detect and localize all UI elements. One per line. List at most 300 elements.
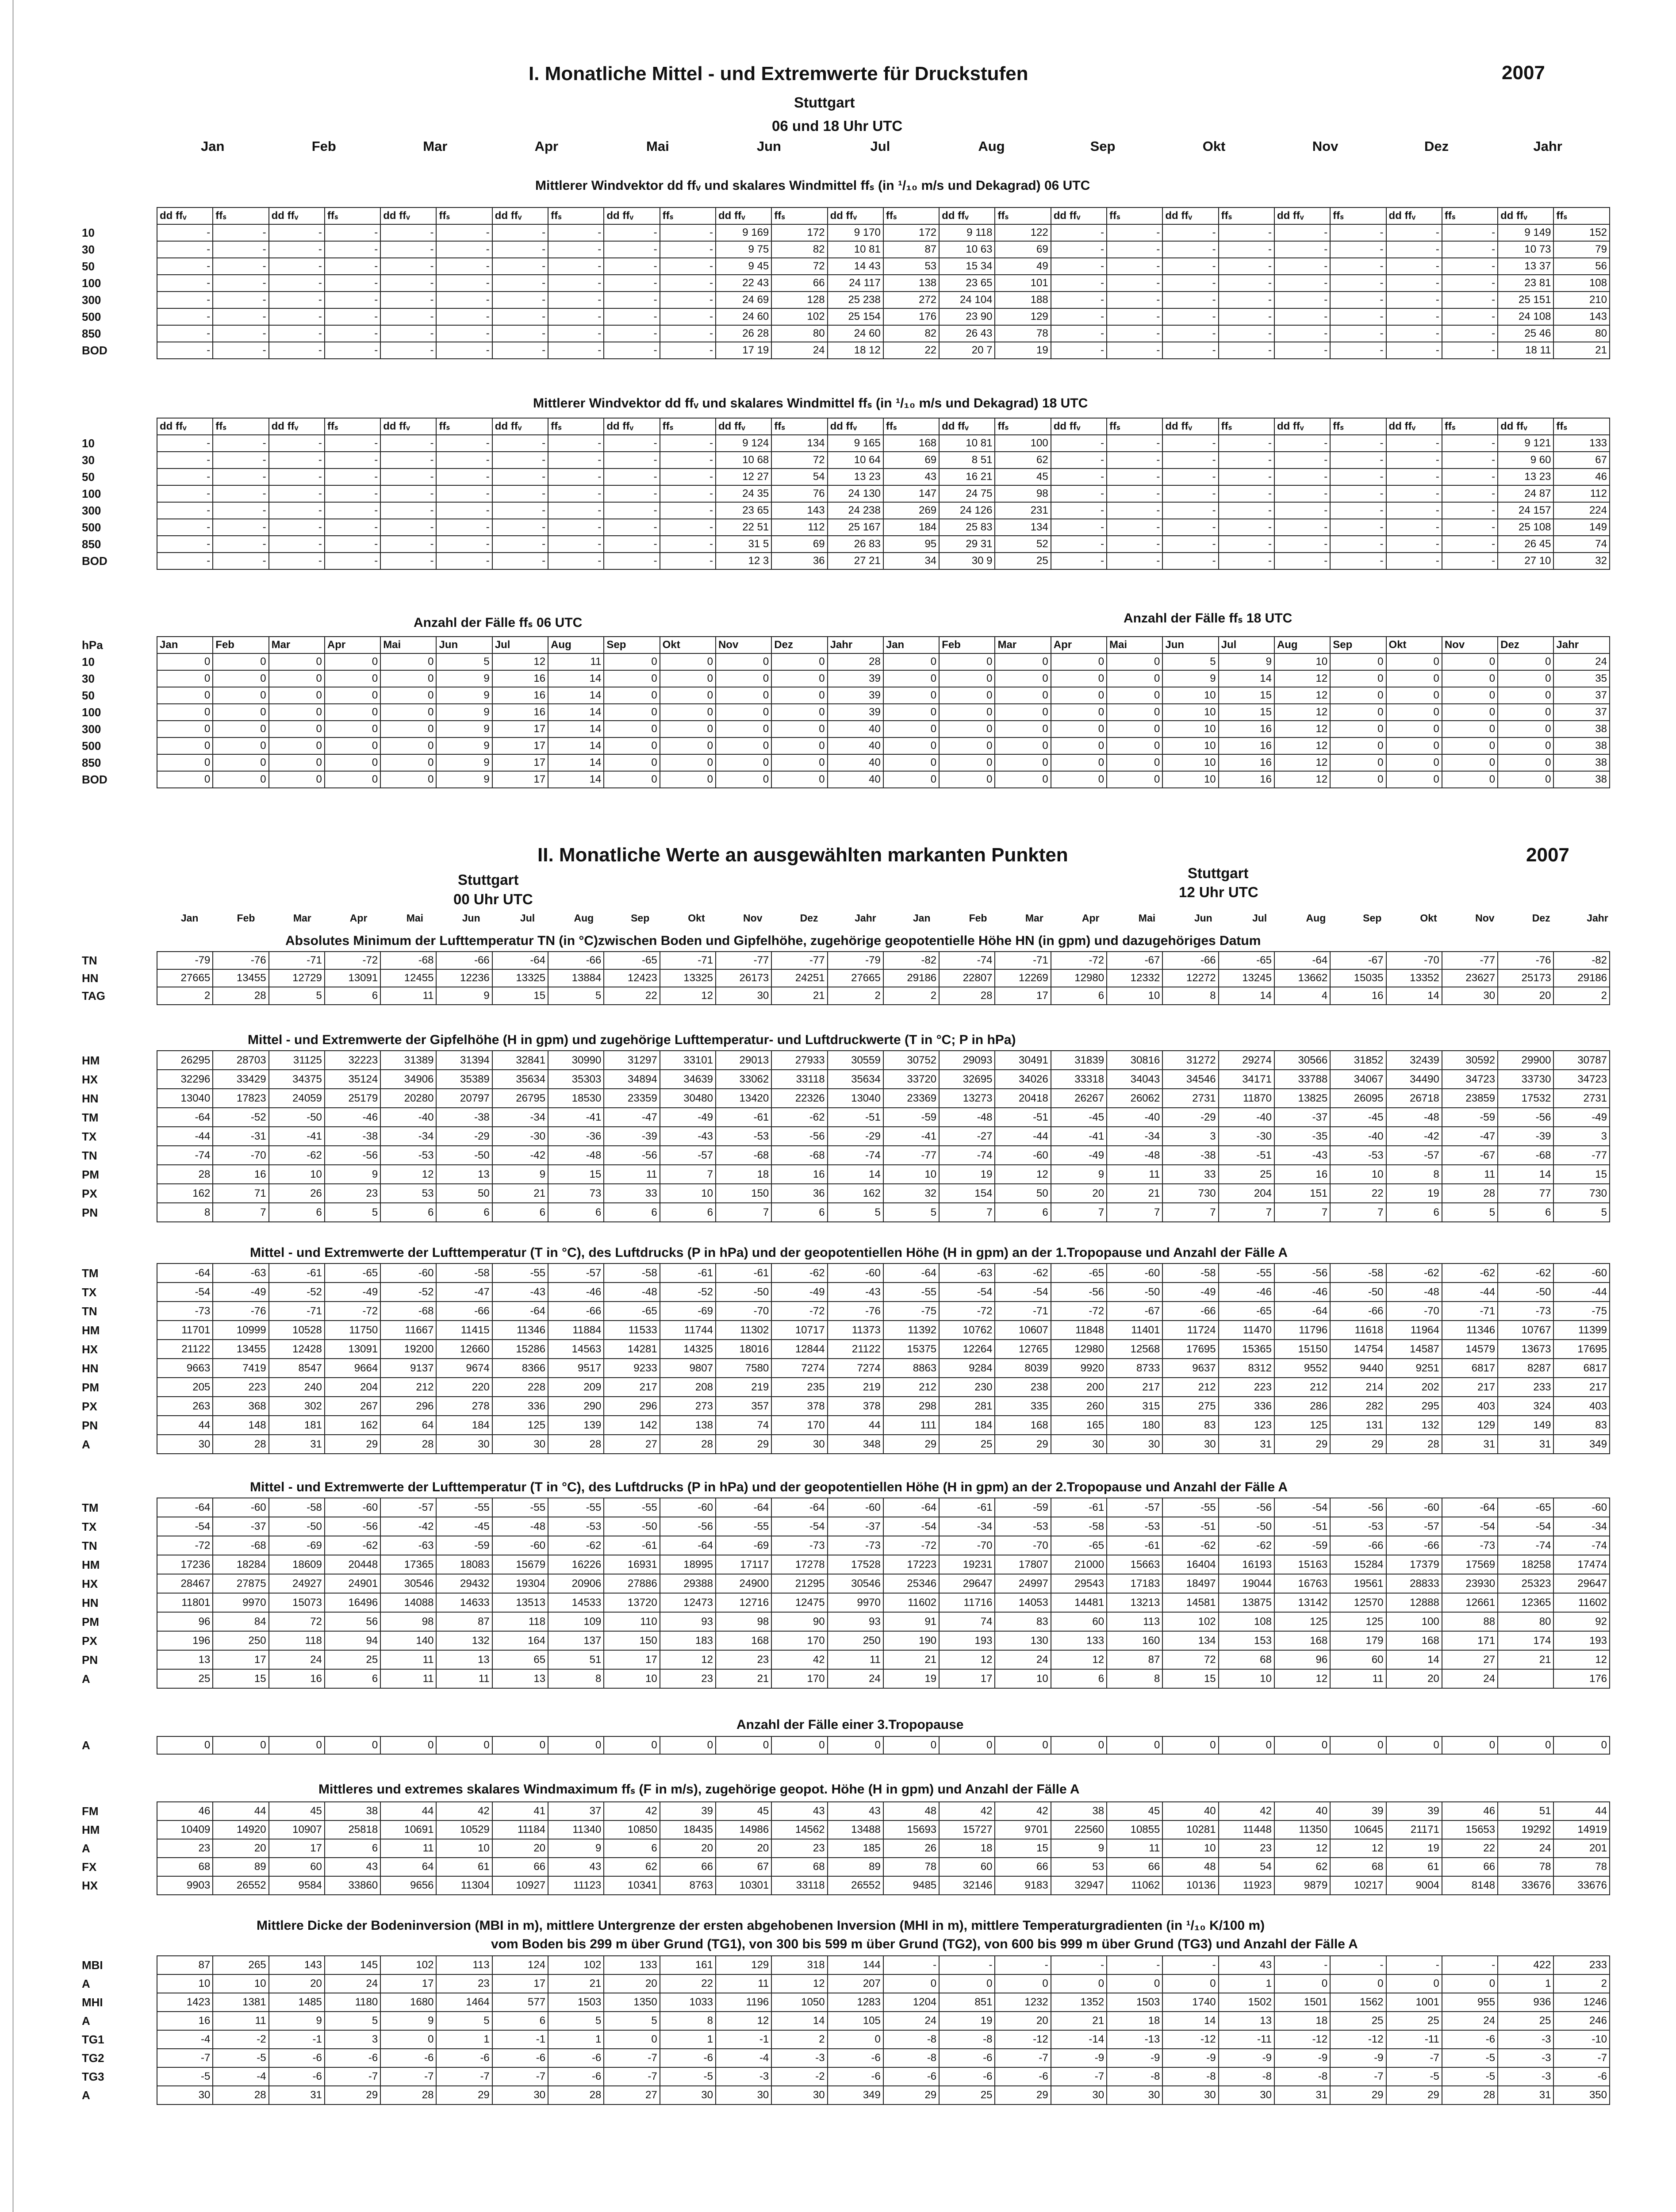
table-cell: - bbox=[492, 536, 548, 553]
table-cell: 0 bbox=[213, 721, 268, 737]
table-cell: 205 bbox=[157, 1378, 213, 1397]
table-cell: 131 bbox=[1330, 1416, 1386, 1435]
table-cell: -73 bbox=[771, 1536, 827, 1555]
row-label: 30 bbox=[82, 453, 95, 467]
table-cell: 9552 bbox=[1274, 1359, 1330, 1378]
row-label: HM bbox=[82, 1558, 100, 1571]
table-cell: 0 bbox=[1051, 1736, 1107, 1754]
table-cell: 24 bbox=[883, 2012, 939, 2030]
table-cell: 336 bbox=[492, 1397, 548, 1416]
table-cell: -10 bbox=[1553, 2030, 1610, 2049]
table-cell: 18 bbox=[1107, 2012, 1162, 2030]
table-cell: -7 bbox=[995, 2049, 1051, 2067]
table-cell: 30 bbox=[1162, 2086, 1218, 2104]
table-cell: 0 bbox=[1386, 653, 1442, 670]
table-cell: - bbox=[492, 292, 548, 308]
table-cell: 24997 bbox=[995, 1574, 1051, 1593]
table-row bbox=[82, 1802, 1610, 1820]
table-cell: 10 bbox=[1162, 721, 1218, 737]
table-cell: 0 bbox=[604, 721, 660, 737]
table-cell: - bbox=[157, 224, 213, 241]
month-label: Okt bbox=[1420, 912, 1437, 924]
month-label: Jan bbox=[201, 138, 225, 154]
table-cell: 14 bbox=[548, 704, 604, 721]
table-cell: 9004 bbox=[1386, 1876, 1442, 1895]
table-cell: 267 bbox=[325, 1397, 380, 1416]
column-header: ffₛ bbox=[995, 418, 1051, 435]
row-label: FX bbox=[82, 1860, 97, 1874]
table-row bbox=[82, 553, 1610, 569]
month-label: Jul bbox=[1252, 912, 1267, 924]
table-cell: 44 bbox=[1553, 1802, 1610, 1820]
table-cell: -6 bbox=[1553, 2067, 1610, 2086]
table-cell: 27886 bbox=[604, 1574, 660, 1593]
row-label: 100 bbox=[82, 706, 101, 719]
table-cell: 31 bbox=[1219, 1435, 1274, 1454]
table-cell: 15 bbox=[995, 1839, 1051, 1858]
table-row bbox=[82, 1321, 1610, 1340]
row-label: FM bbox=[82, 1805, 99, 1818]
table-cell: 39 bbox=[828, 687, 883, 704]
table-cell: - bbox=[1219, 258, 1274, 275]
table-cell: - bbox=[213, 325, 268, 342]
table-cell: 7 bbox=[1330, 1203, 1386, 1222]
row-label: HN bbox=[82, 1361, 99, 1375]
table-cell: 30559 bbox=[828, 1051, 883, 1070]
table-cell: 7 bbox=[716, 1203, 771, 1222]
table-cell: 29093 bbox=[939, 1051, 995, 1070]
table-cell: -49 bbox=[771, 1283, 827, 1302]
table-cell: 0 bbox=[604, 687, 660, 704]
row-label: A bbox=[82, 1842, 90, 1855]
table-cell: -71 bbox=[269, 1302, 325, 1321]
table-cell: -64 bbox=[660, 1536, 716, 1555]
table-cell: 17 bbox=[492, 771, 548, 788]
table-cell: 12 bbox=[1274, 771, 1330, 788]
table-cell: 93 bbox=[660, 1612, 716, 1631]
table-cell: -6 bbox=[828, 2067, 883, 2086]
table-cell: 17278 bbox=[771, 1555, 827, 1574]
table-cell: 0 bbox=[1498, 754, 1553, 771]
table-cell: - bbox=[604, 241, 660, 258]
table-row bbox=[82, 1555, 1610, 1574]
table-cell: 125 bbox=[492, 1416, 548, 1435]
table-cell: 88 bbox=[1442, 1612, 1498, 1631]
table-cell: 66 bbox=[771, 275, 827, 292]
table-cell: - bbox=[1051, 452, 1107, 469]
table-cell: 7 bbox=[1274, 1203, 1330, 1222]
table-cell: - bbox=[436, 469, 492, 485]
table-cell: - bbox=[1330, 435, 1386, 452]
table-cell: 11340 bbox=[548, 1820, 604, 1839]
table-cell: 26062 bbox=[1107, 1089, 1162, 1108]
column-header: ffₛ bbox=[436, 207, 492, 224]
table-cell: 7 bbox=[1107, 1203, 1162, 1222]
table-cell: 9517 bbox=[548, 1359, 604, 1378]
table-cell: - bbox=[269, 435, 325, 452]
table-cell: 0 bbox=[1107, 704, 1162, 721]
table-cell: -42 bbox=[1386, 1127, 1442, 1146]
table-cell: 72 bbox=[1162, 1650, 1218, 1669]
column-header: ffₛ bbox=[1330, 418, 1386, 435]
month-label: Jun bbox=[462, 912, 480, 924]
counts06-caption: Anzahl der Fälle ffₛ 06 UTC bbox=[414, 615, 583, 630]
table-row bbox=[82, 704, 1610, 721]
table-cell: 13720 bbox=[604, 1593, 660, 1612]
table-cell: 18609 bbox=[269, 1555, 325, 1574]
table-cell: 72 bbox=[771, 452, 827, 469]
table-row bbox=[82, 1070, 1610, 1089]
table-cell: 235 bbox=[771, 1378, 827, 1397]
row-label: BOD bbox=[82, 773, 107, 786]
table-cell: 11448 bbox=[1219, 1820, 1274, 1839]
table-cell: -62 bbox=[1386, 1263, 1442, 1283]
table-cell: -72 bbox=[325, 1302, 380, 1321]
table-cell: 8039 bbox=[995, 1359, 1051, 1378]
table-cell: -37 bbox=[828, 1517, 883, 1536]
table-cell: 33788 bbox=[1274, 1070, 1330, 1089]
table-cell: -50 bbox=[269, 1108, 325, 1127]
table-cell: 170 bbox=[771, 1631, 827, 1650]
table-cell: 181 bbox=[269, 1416, 325, 1435]
table-cell: - bbox=[325, 536, 380, 553]
table-cell: 6 bbox=[995, 1203, 1051, 1222]
table-cell: -54 bbox=[939, 1283, 995, 1302]
table-cell: 12 3 bbox=[716, 553, 771, 569]
table-cell: 12 bbox=[1274, 687, 1330, 704]
table-cell: 0 bbox=[1330, 687, 1386, 704]
table-cell: 72 bbox=[269, 1612, 325, 1631]
table-cell: -65 bbox=[1219, 1302, 1274, 1321]
counts-table bbox=[82, 636, 1610, 788]
table-cell: 0 bbox=[269, 1736, 325, 1754]
table-cell: - bbox=[660, 469, 716, 485]
windmax-table bbox=[82, 1801, 1610, 1895]
table-cell: 14481 bbox=[1051, 1593, 1107, 1612]
table-cell: -54 bbox=[157, 1517, 213, 1536]
min-temp-caption: Absolutes Minimum der Lufttemperatur TN (in °C)zwischen Boden und Gipfelhöhe, zugehörige geopotentielle Höhe HN (in gpm) und dazugehöriges Datum bbox=[285, 933, 1261, 948]
table-cell: - bbox=[380, 308, 436, 325]
table-cell: 8148 bbox=[1442, 1876, 1498, 1895]
table-cell: 29 bbox=[436, 2086, 492, 2104]
table-cell: 10999 bbox=[213, 1321, 268, 1340]
table-cell: -9 bbox=[1107, 2049, 1162, 2067]
row-label: TN bbox=[82, 1148, 97, 1162]
table-cell: 6 bbox=[1498, 1203, 1553, 1222]
table-cell: 0 bbox=[604, 653, 660, 670]
table-cell: - bbox=[492, 469, 548, 485]
table-cell: 31 bbox=[269, 1435, 325, 1454]
table-cell: 17 bbox=[995, 987, 1051, 1005]
table-cell: 0 bbox=[828, 1736, 883, 1754]
table-cell: -60 bbox=[660, 1498, 716, 1517]
column-header: Okt bbox=[1386, 637, 1442, 653]
table-cell: - bbox=[380, 224, 436, 241]
table-cell: - bbox=[269, 485, 325, 502]
table-cell: -5 bbox=[157, 2067, 213, 2086]
table-cell: 162 bbox=[325, 1416, 380, 1435]
table-cell: 143 bbox=[1553, 308, 1610, 325]
table-cell: 122 bbox=[995, 224, 1051, 241]
table-cell: 174 bbox=[1498, 1631, 1553, 1650]
table-cell: 10 bbox=[1162, 771, 1218, 788]
table-cell: 29 31 bbox=[939, 536, 995, 553]
table-cell: 15 bbox=[1219, 687, 1274, 704]
table-cell: 145 bbox=[325, 1956, 380, 1974]
table-row bbox=[82, 1108, 1610, 1127]
table-cell: 1246 bbox=[1553, 1993, 1610, 2012]
table-row bbox=[82, 1536, 1610, 1555]
inversion-caption-line2: vom Boden bis 299 m über Grund (TG1), von 300 bis 599 m über Grund (TG2), von 600 bis 999 m über Grund (TG3) und Anzahl der Fälle A bbox=[491, 1937, 1358, 1951]
table-cell: 19304 bbox=[492, 1574, 548, 1593]
table-cell: -64 bbox=[157, 1108, 213, 1127]
table-cell: - bbox=[548, 342, 604, 359]
table-cell: - bbox=[492, 342, 548, 359]
table-cell: 78 bbox=[1498, 1858, 1553, 1876]
table-cell: 11884 bbox=[548, 1321, 604, 1340]
table-cell: 0 bbox=[157, 653, 213, 670]
table-cell: - bbox=[325, 435, 380, 452]
table-cell: - bbox=[157, 241, 213, 258]
table-cell: 33101 bbox=[660, 1051, 716, 1070]
table-cell: 0 bbox=[1051, 1974, 1107, 1993]
row-label: 10 bbox=[82, 437, 95, 450]
table-cell: 282 bbox=[1330, 1397, 1386, 1416]
table-cell: 19231 bbox=[939, 1555, 995, 1574]
table-cell: 1352 bbox=[1051, 1993, 1107, 2012]
table-cell: 0 bbox=[157, 721, 213, 737]
table-cell: 26173 bbox=[716, 969, 771, 987]
table-cell: 7274 bbox=[771, 1359, 827, 1378]
table-cell: -61 bbox=[660, 1263, 716, 1283]
table-cell: 27 21 bbox=[828, 553, 883, 569]
row-label: PM bbox=[82, 1380, 99, 1394]
column-header: dd ffᵥ bbox=[269, 418, 325, 435]
column-header: ffₛ bbox=[660, 207, 716, 224]
table-cell: 17236 bbox=[157, 1555, 213, 1574]
table-cell: -43 bbox=[660, 1127, 716, 1146]
table-row bbox=[82, 1127, 1610, 1146]
table-cell: 7 bbox=[939, 1203, 995, 1222]
table-cell: - bbox=[269, 469, 325, 485]
table-cell: - bbox=[492, 275, 548, 292]
table-cell: 73 bbox=[548, 1184, 604, 1203]
table-row bbox=[82, 1397, 1610, 1416]
tropo2-caption: Mittel - und Extremwerte der Lufttemperatur (T in °C), des Luftdrucks (P in hPa) und der geopotentiellen Höhe (H in gpm) an der 2.Tropopause und Anzahl der Fälle A bbox=[250, 1480, 1288, 1494]
table-cell: - bbox=[492, 502, 548, 519]
table-cell: 51 bbox=[1498, 1802, 1553, 1820]
table-cell: -51 bbox=[1162, 1517, 1218, 1536]
table-cell: 0 bbox=[1107, 1736, 1162, 1754]
table-cell: - bbox=[1162, 292, 1218, 308]
section2-station-right: Stuttgart bbox=[1188, 865, 1249, 881]
table-cell: -55 bbox=[883, 1283, 939, 1302]
table-cell: 11801 bbox=[157, 1593, 213, 1612]
column-header: dd ffᵥ bbox=[157, 207, 213, 224]
table-cell: 0 bbox=[1330, 704, 1386, 721]
table-cell: 11848 bbox=[1051, 1321, 1107, 1340]
table-cell: 0 bbox=[325, 737, 380, 754]
month-label: Aug bbox=[574, 912, 594, 924]
table-cell: 10850 bbox=[604, 1820, 660, 1839]
table-cell: 28833 bbox=[1386, 1574, 1442, 1593]
table-cell: 12236 bbox=[436, 969, 492, 987]
row-label: TX bbox=[82, 1520, 97, 1533]
table-cell: 87 bbox=[157, 1956, 213, 1974]
column-header: Jan bbox=[157, 637, 213, 653]
table-cell: 17528 bbox=[828, 1555, 883, 1574]
table-cell: - bbox=[269, 553, 325, 569]
table-cell: 378 bbox=[828, 1397, 883, 1416]
table-cell: 112 bbox=[1553, 485, 1610, 502]
table-cell: 14053 bbox=[995, 1593, 1051, 1612]
month-label: Dez bbox=[1424, 138, 1449, 154]
table-cell: 184 bbox=[939, 1416, 995, 1435]
row-label: TN bbox=[82, 954, 97, 967]
table-cell: 0 bbox=[325, 687, 380, 704]
table-cell: - bbox=[604, 519, 660, 536]
table-cell: - bbox=[325, 519, 380, 536]
table-cell: 0 bbox=[1442, 687, 1498, 704]
table-cell: 11 bbox=[380, 1669, 436, 1688]
table-cell: - bbox=[213, 342, 268, 359]
table-cell: 40 bbox=[1162, 1802, 1218, 1820]
table-cell: 0 bbox=[716, 721, 771, 737]
table-cell: - bbox=[1162, 469, 1218, 485]
table-cell: 34723 bbox=[1553, 1070, 1610, 1089]
table-cell: 68 bbox=[771, 1858, 827, 1876]
table-cell: 162 bbox=[828, 1184, 883, 1203]
table-cell: 51 bbox=[548, 1650, 604, 1669]
table-cell: 24 104 bbox=[939, 292, 995, 308]
table-cell: 10 bbox=[1219, 1669, 1274, 1688]
table-cell: - bbox=[1442, 1956, 1498, 1974]
table-cell: 348 bbox=[828, 1435, 883, 1454]
table-cell: 0 bbox=[1442, 1974, 1498, 1993]
table-cell: 0 bbox=[213, 653, 268, 670]
table-cell: -73 bbox=[157, 1302, 213, 1321]
table-cell: -72 bbox=[1051, 952, 1107, 969]
table-cell: 13488 bbox=[828, 1820, 883, 1839]
table-cell: 240 bbox=[269, 1378, 325, 1397]
table-cell: 9 bbox=[1219, 653, 1274, 670]
table-cell: - bbox=[548, 536, 604, 553]
table-cell: 16 bbox=[213, 1165, 268, 1184]
row-label: TN bbox=[82, 1304, 97, 1318]
table-cell: 48 bbox=[883, 1802, 939, 1820]
table-cell: 1464 bbox=[436, 1993, 492, 2012]
table-cell: 118 bbox=[492, 1612, 548, 1631]
table-row bbox=[82, 1858, 1610, 1876]
table-cell: 16 bbox=[157, 2012, 213, 2030]
table-cell: -74 bbox=[157, 1146, 213, 1165]
table-cell: 0 bbox=[1553, 1736, 1610, 1754]
table-cell: -46 bbox=[1274, 1283, 1330, 1302]
table-cell: 0 bbox=[939, 771, 995, 788]
table-cell: 1503 bbox=[548, 1993, 604, 2012]
table-cell: 11 bbox=[1442, 1165, 1498, 1184]
table-row bbox=[82, 275, 1610, 292]
table-cell: - bbox=[1162, 536, 1218, 553]
month-label: Mai bbox=[646, 138, 669, 154]
table-cell: -53 bbox=[995, 1517, 1051, 1536]
table-cell: 17 bbox=[492, 721, 548, 737]
table-row bbox=[82, 1435, 1610, 1454]
table-cell: 13 37 bbox=[1498, 258, 1553, 275]
table-cell: - bbox=[213, 553, 268, 569]
table-cell: 7 bbox=[1219, 1203, 1274, 1222]
table-cell: - bbox=[325, 342, 380, 359]
table-cell: 0 bbox=[269, 771, 325, 788]
table-cell: 9 149 bbox=[1498, 224, 1553, 241]
column-header: ffₛ bbox=[1330, 207, 1386, 224]
table-cell: 35634 bbox=[492, 1070, 548, 1089]
table-cell: 0 bbox=[1051, 721, 1107, 737]
table-cell: 29 bbox=[1330, 2086, 1386, 2104]
table-cell: - bbox=[1442, 258, 1498, 275]
table-cell: 87 bbox=[436, 1612, 492, 1631]
table-cell: 302 bbox=[269, 1397, 325, 1416]
table-cell: 10301 bbox=[716, 1876, 771, 1895]
table-cell: - bbox=[1274, 258, 1330, 275]
table-cell: 24 bbox=[771, 342, 827, 359]
tropo3-caption: Anzahl der Fälle einer 3.Tropopause bbox=[736, 1717, 964, 1732]
table-cell: -54 bbox=[1442, 1517, 1498, 1536]
table-cell: 357 bbox=[716, 1397, 771, 1416]
table-cell: 16 bbox=[1219, 721, 1274, 737]
table-cell: 9183 bbox=[995, 1876, 1051, 1895]
table-cell: 5 bbox=[883, 1203, 939, 1222]
table-cell: 28 bbox=[1442, 1184, 1498, 1203]
wind06-table bbox=[82, 207, 1610, 359]
table-cell: 25818 bbox=[325, 1820, 380, 1839]
table-cell: 100 bbox=[995, 435, 1051, 452]
column-header: dd ffᵥ bbox=[269, 207, 325, 224]
table-cell: 32296 bbox=[157, 1070, 213, 1089]
table-cell: 95 bbox=[883, 536, 939, 553]
table-cell: - bbox=[436, 224, 492, 241]
table-cell: 96 bbox=[1274, 1650, 1330, 1669]
table-cell: 64 bbox=[380, 1416, 436, 1435]
table-cell: 11 bbox=[1107, 1165, 1162, 1184]
table-cell: 10409 bbox=[157, 1820, 213, 1839]
table-cell: 0 bbox=[716, 653, 771, 670]
table-cell: 50 bbox=[995, 1184, 1051, 1203]
table-cell: 315 bbox=[1107, 1397, 1162, 1416]
table-cell: - bbox=[1442, 325, 1498, 342]
table-cell: 129 bbox=[995, 308, 1051, 325]
table-cell: 16 bbox=[1219, 754, 1274, 771]
table-cell: 0 bbox=[604, 771, 660, 788]
table-cell: 29647 bbox=[1553, 1574, 1610, 1593]
table-cell: 29 bbox=[995, 2086, 1051, 2104]
table-cell: -57 bbox=[548, 1263, 604, 1283]
table-cell: 403 bbox=[1553, 1397, 1610, 1416]
table-cell: 21 bbox=[1498, 1650, 1553, 1669]
table-cell: 18995 bbox=[660, 1555, 716, 1574]
table-cell: 0 bbox=[213, 1736, 268, 1754]
table-cell: 44 bbox=[157, 1416, 213, 1435]
table-cell: - bbox=[1330, 536, 1386, 553]
table-cell: 9879 bbox=[1274, 1876, 1330, 1895]
table-cell: 147 bbox=[883, 485, 939, 502]
table-cell: -72 bbox=[157, 1536, 213, 1555]
table-cell: 21000 bbox=[1051, 1555, 1107, 1574]
table-cell: 0 bbox=[380, 687, 436, 704]
month-label: Nov bbox=[1475, 912, 1495, 924]
table-cell: 12 bbox=[1274, 1669, 1330, 1688]
table-cell: 30787 bbox=[1553, 1051, 1610, 1070]
